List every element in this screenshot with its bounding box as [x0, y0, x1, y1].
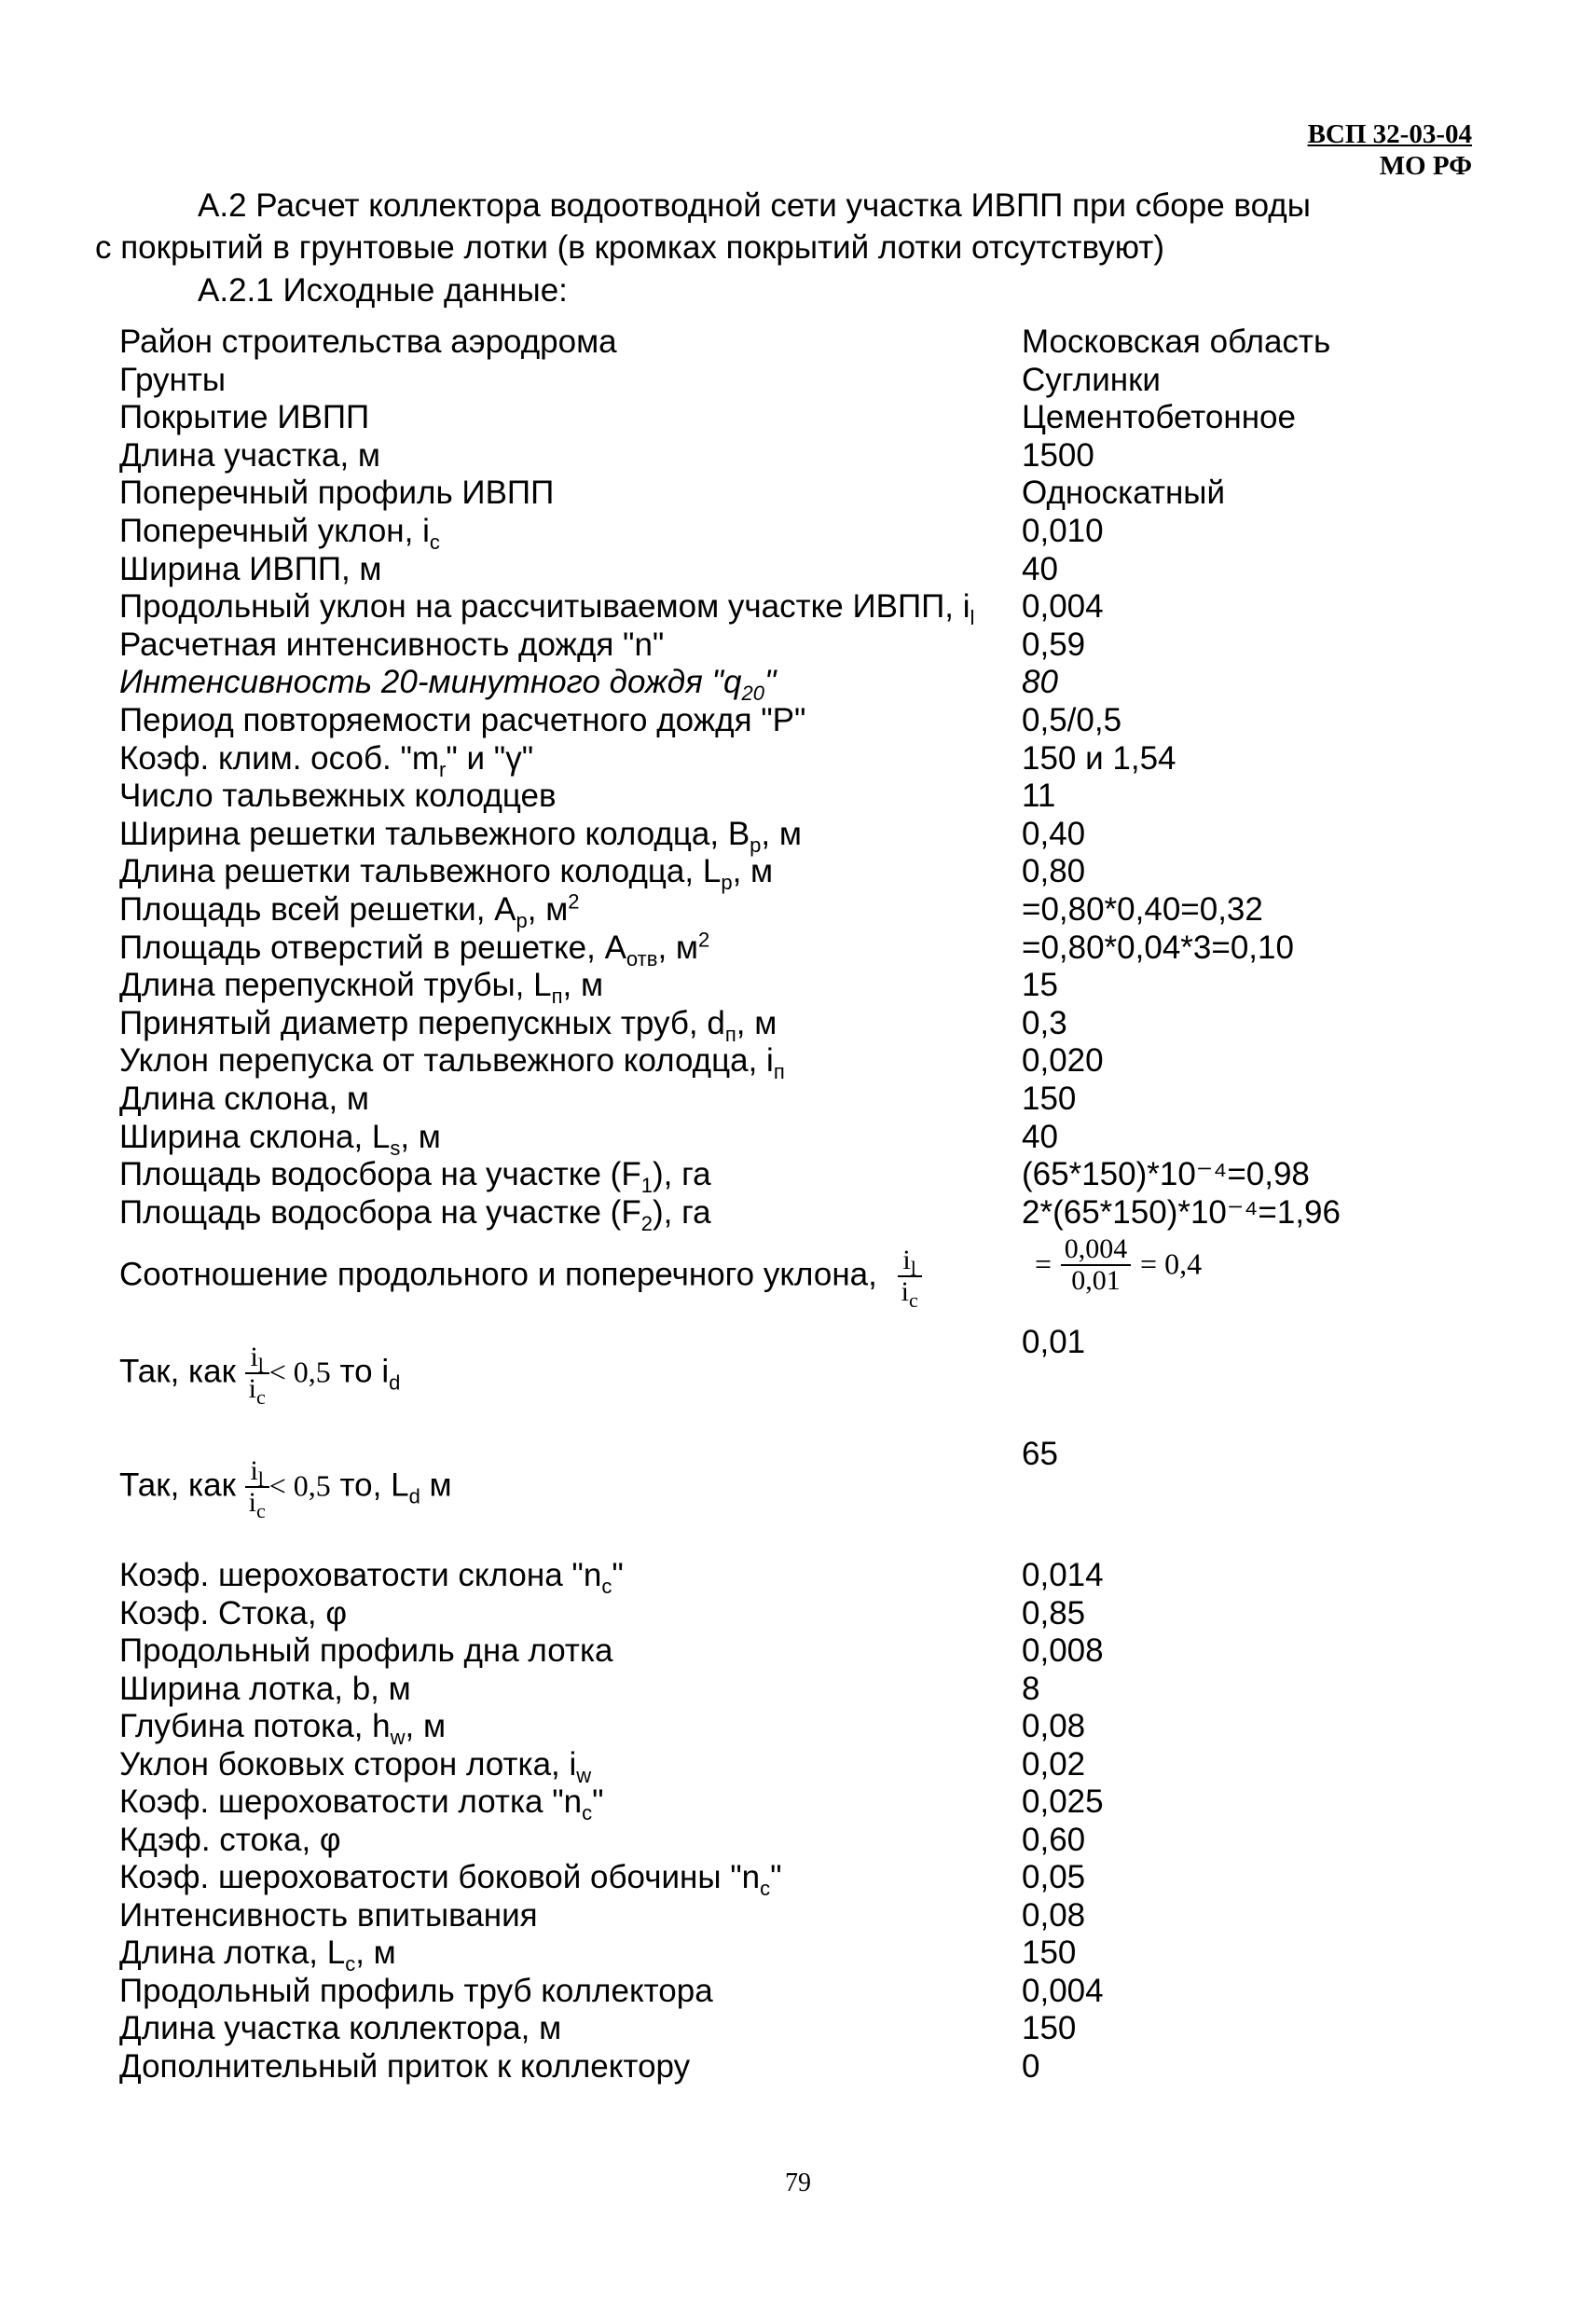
ratio-den: i — [901, 1276, 909, 1307]
condition-row-1 — [119, 1324, 1480, 1408]
condition-2-then-after: м — [420, 1466, 452, 1504]
data-row-value: 0,08 — [1022, 1896, 1086, 1934]
section-title-line2: с покрытий в грунтовые лотки (в кромках покрытий лотки отсутствуют) — [95, 229, 1164, 266]
data-row-label: Уклон перепуска от тальвежного колодца, $i_п$ — [119, 1042, 785, 1084]
data-row-label: Длина перепускной трубы, $L_п$, м — [119, 967, 604, 1009]
data-row-label: Поперечный профиль ИВПП — [119, 475, 555, 512]
data-row-value: 0,025 — [1022, 1783, 1104, 1820]
data-row — [119, 588, 1480, 630]
data-row — [119, 853, 1480, 895]
data-row-value: 0 — [1022, 2047, 1040, 2085]
data-row-value: Цементобетонное — [1022, 399, 1296, 436]
data-row-label: Расчетная интенсивность дождя "n" — [119, 626, 665, 663]
data-row-label: Коэф. шероховатости склона "$n_c$" — [119, 1557, 624, 1598]
data-row-label: Продольный профиль дна лотка — [119, 1632, 613, 1669]
data-row-label: Коэф. Стока, φ — [119, 1594, 348, 1631]
data-row — [119, 1557, 1480, 1598]
condition-1-value: 0,01 — [1022, 1324, 1086, 1360]
data-row-value: 0,40 — [1022, 815, 1086, 852]
data-row-label: Ширина ИВПП, м — [119, 550, 382, 587]
data-row-value: 15 — [1022, 967, 1058, 1004]
condition-1-then: то i — [339, 1353, 390, 1390]
data-row-value: 80 — [1022, 664, 1058, 701]
data-row-label: Длина решетки тальвежного колодца, $L_p$, м — [119, 853, 774, 895]
data-row-value: 11 — [1022, 778, 1056, 815]
page-number: 79 — [785, 2168, 811, 2197]
data-row-value: 0,004 — [1022, 588, 1104, 626]
data-row-value: Суглинки — [1022, 361, 1161, 398]
data-row-value: 150 — [1022, 2010, 1077, 2046]
data-row-value: 0,014 — [1022, 1557, 1104, 1593]
ratio-label-text: Соотношение продольного и поперечного уклона, — [119, 1256, 877, 1293]
data-row-value: 0,02 — [1022, 1745, 1086, 1783]
data-row — [119, 1708, 1480, 1749]
data-row — [119, 889, 1480, 932]
data-row-label: Площадь отверстий в решетке, $A_{отв}$, $м^2$ — [119, 927, 710, 971]
data-row — [119, 2048, 1480, 2086]
data-row-label: Ширина склона, $L_s$, м — [119, 1118, 441, 1160]
condition-2-value: 65 — [1022, 1436, 1058, 1472]
data-row-label: Интенсивность 20-минутного дождя "$q_{20}$" — [119, 664, 777, 706]
condition-2-prefix: Так, как — [119, 1466, 236, 1504]
ratio-eq: = — [1035, 1246, 1053, 1281]
data-row — [119, 778, 1480, 815]
data-row-value: 150 и 1,54 — [1022, 739, 1176, 777]
data-row-value: 0,08 — [1022, 1708, 1086, 1744]
ratio-value-den: 0,01 — [1071, 1265, 1121, 1296]
data-row-value: =0,80*0,04*3=0,10 — [1022, 929, 1294, 966]
doc-org: МО РФ — [1379, 151, 1472, 181]
data-row-value: Московская область — [1022, 324, 1331, 360]
data-row-label: Район строительства аэродрома — [119, 324, 617, 360]
data-row-value: (65*150)*10⁻⁴=0,98 — [1022, 1156, 1310, 1193]
data-row-value: 0,59 — [1022, 626, 1086, 663]
data-row-label: Длина участка, м — [119, 436, 380, 474]
data-row-value: 0,85 — [1022, 1594, 1086, 1631]
data-row-value: 40 — [1022, 1118, 1058, 1155]
data-row — [119, 626, 1480, 664]
ratio-result: = 0,4 — [1140, 1246, 1203, 1281]
condition-2-then: то, L — [339, 1466, 409, 1504]
condition-2-label — [119, 1455, 452, 1522]
data-row — [119, 1671, 1480, 1708]
data-row-value: 1500 — [1022, 436, 1094, 474]
data-row-label: Коэф. клим. особ. "$m_r$" и "γ" — [119, 739, 534, 781]
data-row-label: Площадь водосбора на участке $(F_1)$, га — [119, 1156, 711, 1198]
data-row — [119, 1897, 1480, 1934]
data-row — [119, 475, 1480, 512]
doc-code: ВСП 32-03-04 — [1307, 119, 1472, 149]
data-row — [119, 399, 1480, 436]
condition-1-label — [119, 1342, 401, 1409]
data-row — [119, 739, 1480, 781]
ratio-label — [119, 1245, 922, 1312]
data-row — [119, 1118, 1480, 1160]
section-title-line1: А.2 Расчет коллектора водоотводной сети участка ИВПП при сборе воды — [198, 187, 1311, 224]
condition-2-cond: < 0,5 — [268, 1468, 331, 1503]
data-row — [119, 551, 1480, 588]
data-row-value: 0,020 — [1022, 1042, 1104, 1080]
data-row-label: Грунты — [119, 361, 227, 398]
data-row — [119, 362, 1480, 399]
data-row — [119, 1004, 1480, 1046]
ratio-value-fraction — [1061, 1234, 1132, 1296]
data-row-value: 0,5/0,5 — [1022, 702, 1122, 738]
data-row-label: Площадь водосбора на участке $(F_2)$, га — [119, 1193, 711, 1235]
data-row-value: Односкатный — [1022, 475, 1226, 512]
data-row-label: Коэф. шероховатости боковой обочины "$n_c$" — [119, 1859, 782, 1900]
ratio-row — [119, 1227, 1480, 1312]
data-row — [119, 513, 1480, 554]
data-row-label: Интенсивность впитывания — [119, 1896, 538, 1934]
data-row-value: 0,60 — [1022, 1821, 1086, 1858]
data-row-label: Поперечный уклон, $i_c$ — [119, 513, 440, 554]
condition-2-fraction: $\frac{i_l}{i_c}$ — [245, 1456, 269, 1518]
data-row-value: 8 — [1022, 1670, 1040, 1707]
data-row-label: Коэф. шероховатости лотка "$n_c$" — [119, 1783, 604, 1824]
data-row — [119, 1042, 1480, 1084]
ratio-value-num: 0,004 — [1061, 1234, 1132, 1266]
data-row-label: Число тальвежных колодцев — [119, 778, 557, 815]
data-row-value: 0,3 — [1022, 1004, 1067, 1041]
data-row-value: 0,008 — [1022, 1632, 1104, 1669]
data-row — [119, 2010, 1480, 2047]
data-row — [119, 1783, 1480, 1824]
data-row — [119, 1632, 1480, 1670]
data-row — [119, 1973, 1480, 2010]
data-row — [119, 1193, 1480, 1235]
data-row — [119, 1595, 1480, 1632]
data-row — [119, 1822, 1480, 1859]
data-row — [119, 927, 1480, 971]
data-row-value: 0,004 — [1022, 1972, 1104, 2009]
data-row — [119, 815, 1480, 857]
data-row-value: 150 — [1022, 1081, 1077, 1117]
data-row-label: Глубина потока, $h_w$, м — [119, 1708, 447, 1749]
data-row-value: =0,80*0,40=0,32 — [1022, 891, 1263, 928]
data-row — [119, 324, 1480, 361]
data-row — [119, 664, 1480, 706]
data-row-label: Длина участка коллектора, м — [119, 2010, 562, 2046]
ratio-value — [1035, 1234, 1202, 1296]
data-row — [119, 1859, 1480, 1900]
data-row — [119, 1745, 1480, 1787]
data-row — [119, 702, 1480, 739]
data-row-label: Продольный профиль труб коллектора — [119, 1972, 713, 2009]
data-row-value: 2*(65*150)*10⁻⁴=1,96 — [1022, 1193, 1341, 1231]
ratio-fraction — [898, 1245, 922, 1312]
subsection-title: А.2.1 Исходные данные: — [198, 272, 568, 309]
condition-row-2 — [119, 1436, 1480, 1529]
data-row-label: Длина склона, м — [119, 1081, 369, 1117]
data-row-label: Кдэф. стока, φ — [119, 1821, 341, 1858]
data-row-value: 150 — [1022, 1934, 1077, 1971]
data-row — [119, 1934, 1480, 1976]
data-row-value: 0,010 — [1022, 513, 1104, 549]
data-row-label: Уклон боковых сторон лотка, $i_w$ — [119, 1745, 592, 1787]
condition-2-then-sub: d — [408, 1484, 420, 1508]
data-row-label: Период повторяемости расчетного дождя "P" — [119, 702, 806, 738]
data-row-label: Площадь всей решетки, $A_p$, $м^2$ — [119, 889, 580, 932]
data-row-label: Дополнительный приток к коллектору — [119, 2047, 691, 2085]
data-row — [119, 1156, 1480, 1198]
condition-1-cond: < 0,5 — [268, 1355, 331, 1389]
data-row-value: 0,05 — [1022, 1859, 1086, 1895]
data-row — [119, 967, 1480, 1009]
condition-1-fraction: $\frac{i_l}{i_c}$ — [245, 1342, 269, 1404]
data-row-value: 0,80 — [1022, 853, 1086, 890]
data-row-label: Ширина лотка, b, м — [119, 1670, 411, 1707]
data-row-label: Покрытие ИВПП — [119, 399, 370, 436]
data-row-label: Принятый диаметр перепускных труб, $d_п$, м — [119, 1004, 777, 1046]
data-row-label: Продольный уклон на рассчитываемом участке ИВПП, $i_l$ — [119, 588, 975, 630]
data-row — [119, 437, 1480, 475]
condition-1-then-sub: d — [389, 1370, 401, 1395]
ratio-num: i — [902, 1245, 911, 1275]
data-row-label: Длина лотка, $L_c$, м — [119, 1934, 396, 1976]
ratio-den-sub: c — [908, 1288, 918, 1312]
ratio-num-sub: l — [910, 1257, 916, 1280]
data-row — [119, 1081, 1480, 1118]
data-row-value: 40 — [1022, 550, 1058, 587]
condition-1-prefix: Так, как — [119, 1353, 236, 1390]
data-row-label: Ширина решетки тальвежного колодца, $B_p$, м — [119, 815, 802, 857]
